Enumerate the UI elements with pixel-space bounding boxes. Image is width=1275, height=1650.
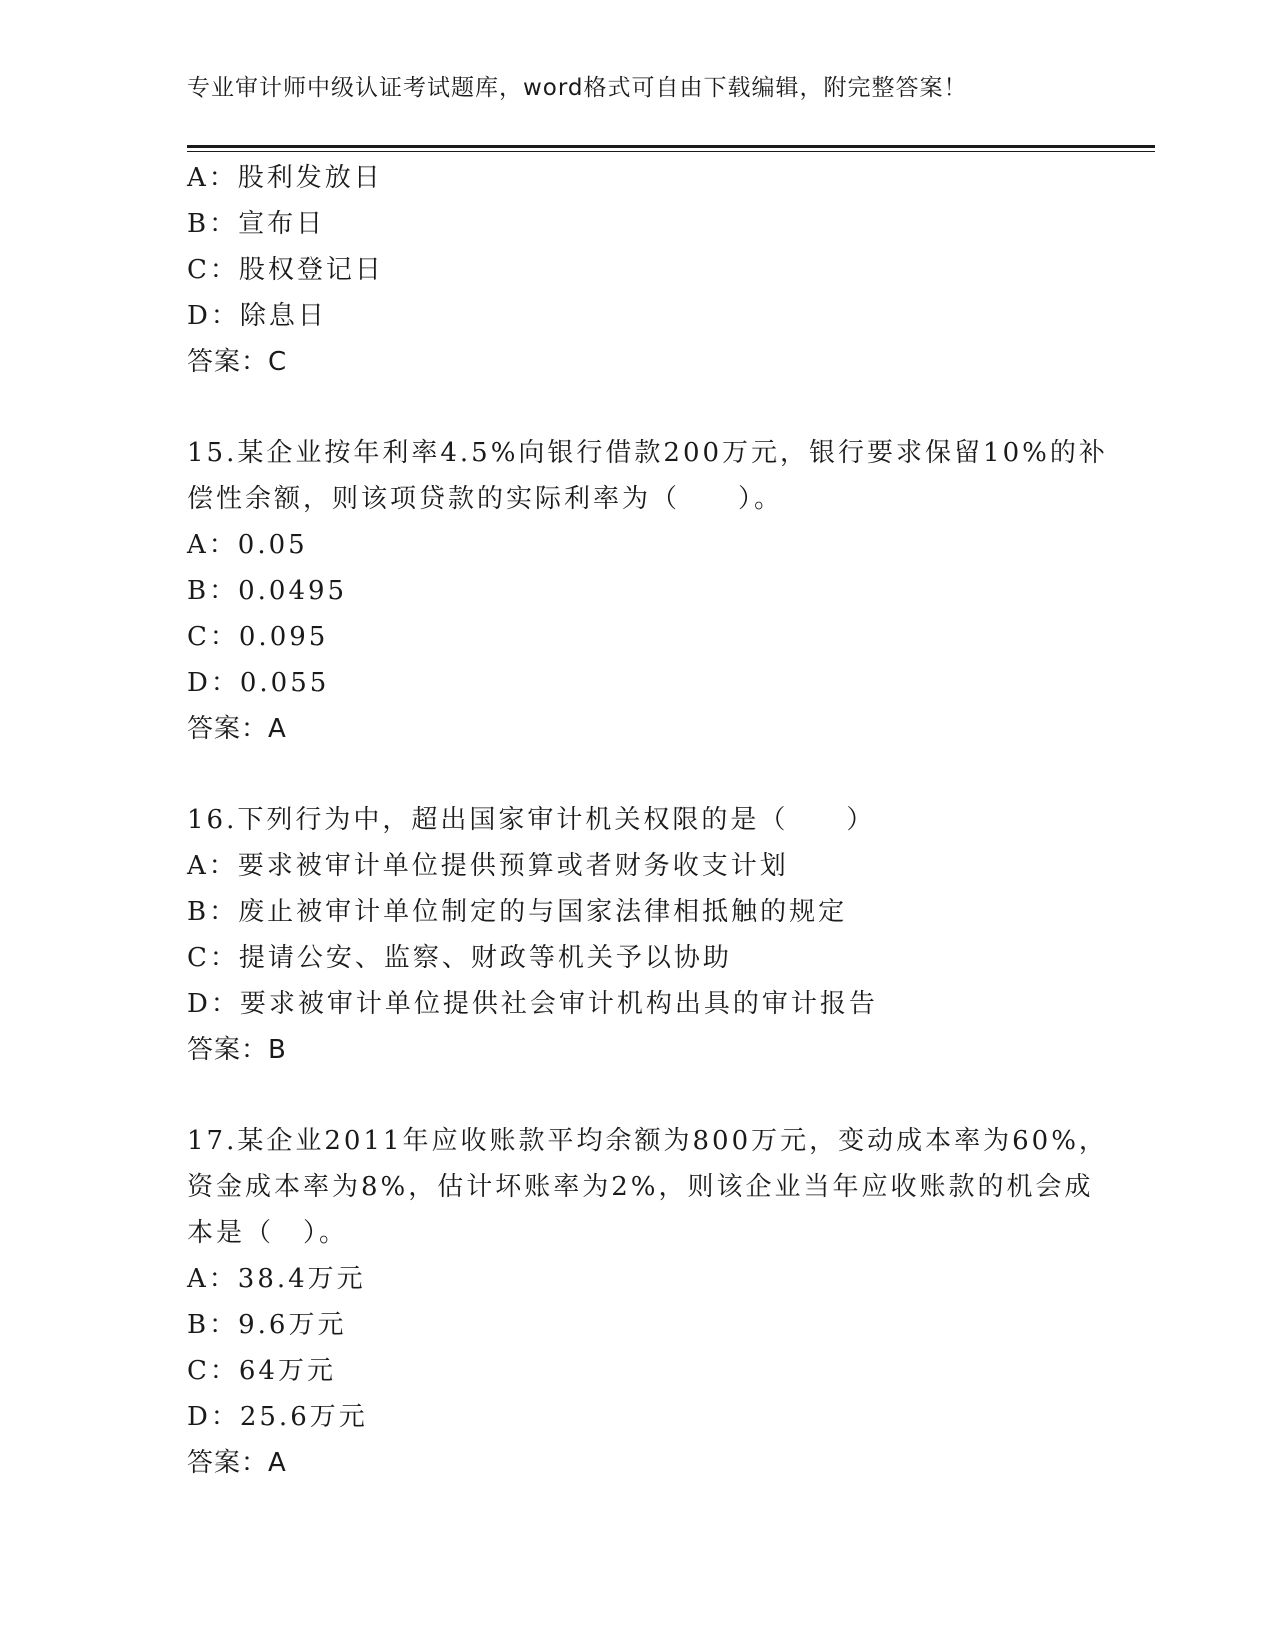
question-14 [187, 155, 1087, 385]
header-rule-thick [187, 145, 1155, 148]
question-stem: 17.某企业2011年应收账款平均余额为800万元，变动成本率为60%， [187, 1126, 1108, 1156]
option-a: A：0.05 [187, 530, 308, 560]
question-stem: 本是（ ）。 [187, 1218, 349, 1248]
option-d: D：除息日 [187, 301, 327, 331]
page-header: 专业审计师中级认证考试题库，word格式可自由下载编辑，附完整答案！ [187, 75, 968, 101]
answer: 答案：B [187, 1035, 287, 1065]
question-stem: 偿性余额，则该项贷款的实际利率为（ ）。 [187, 484, 784, 514]
answer: 答案：C [187, 347, 288, 377]
option-b: B：0.0495 [187, 576, 348, 606]
option-c: C：64万元 [187, 1356, 336, 1386]
question-stem: 16.下列行为中，超出国家审计机关权限的是（ ） [187, 805, 876, 835]
header-rule-thin [187, 151, 1155, 152]
answer: 答案：A [187, 714, 287, 744]
option-a: A：股利发放日 [187, 163, 383, 193]
option-c: C：提请公安、监察、财政等机关予以协助 [187, 943, 732, 973]
question-16 [187, 797, 1087, 1073]
answer: 答案：A [187, 1448, 287, 1478]
question-list [187, 155, 1108, 1486]
option-a: A：38.4万元 [187, 1264, 366, 1294]
question-15 [187, 430, 1108, 752]
option-c: C：股权登记日 [187, 255, 384, 285]
option-a: A：要求被审计单位提供预算或者财务收支计划 [187, 851, 789, 881]
option-b: B：宣布日 [187, 209, 326, 239]
option-d: D：0.055 [187, 668, 330, 698]
question-17 [187, 1118, 1108, 1486]
option-d: D：要求被审计单位提供社会审计机构出具的审计报告 [187, 989, 878, 1019]
option-c: C：0.095 [187, 622, 329, 652]
option-b: B：废止被审计单位制定的与国家法律相抵触的规定 [187, 897, 848, 927]
option-d: D：25.6万元 [187, 1402, 368, 1432]
question-stem: 15.某企业按年利率4.5%向银行借款200万元，银行要求保留10%的补 [187, 438, 1108, 468]
question-stem: 资金成本率为8%，估计坏账率为2%，则该企业当年应收账款的机会成 [187, 1172, 1094, 1202]
option-b: B：9.6万元 [187, 1310, 347, 1340]
